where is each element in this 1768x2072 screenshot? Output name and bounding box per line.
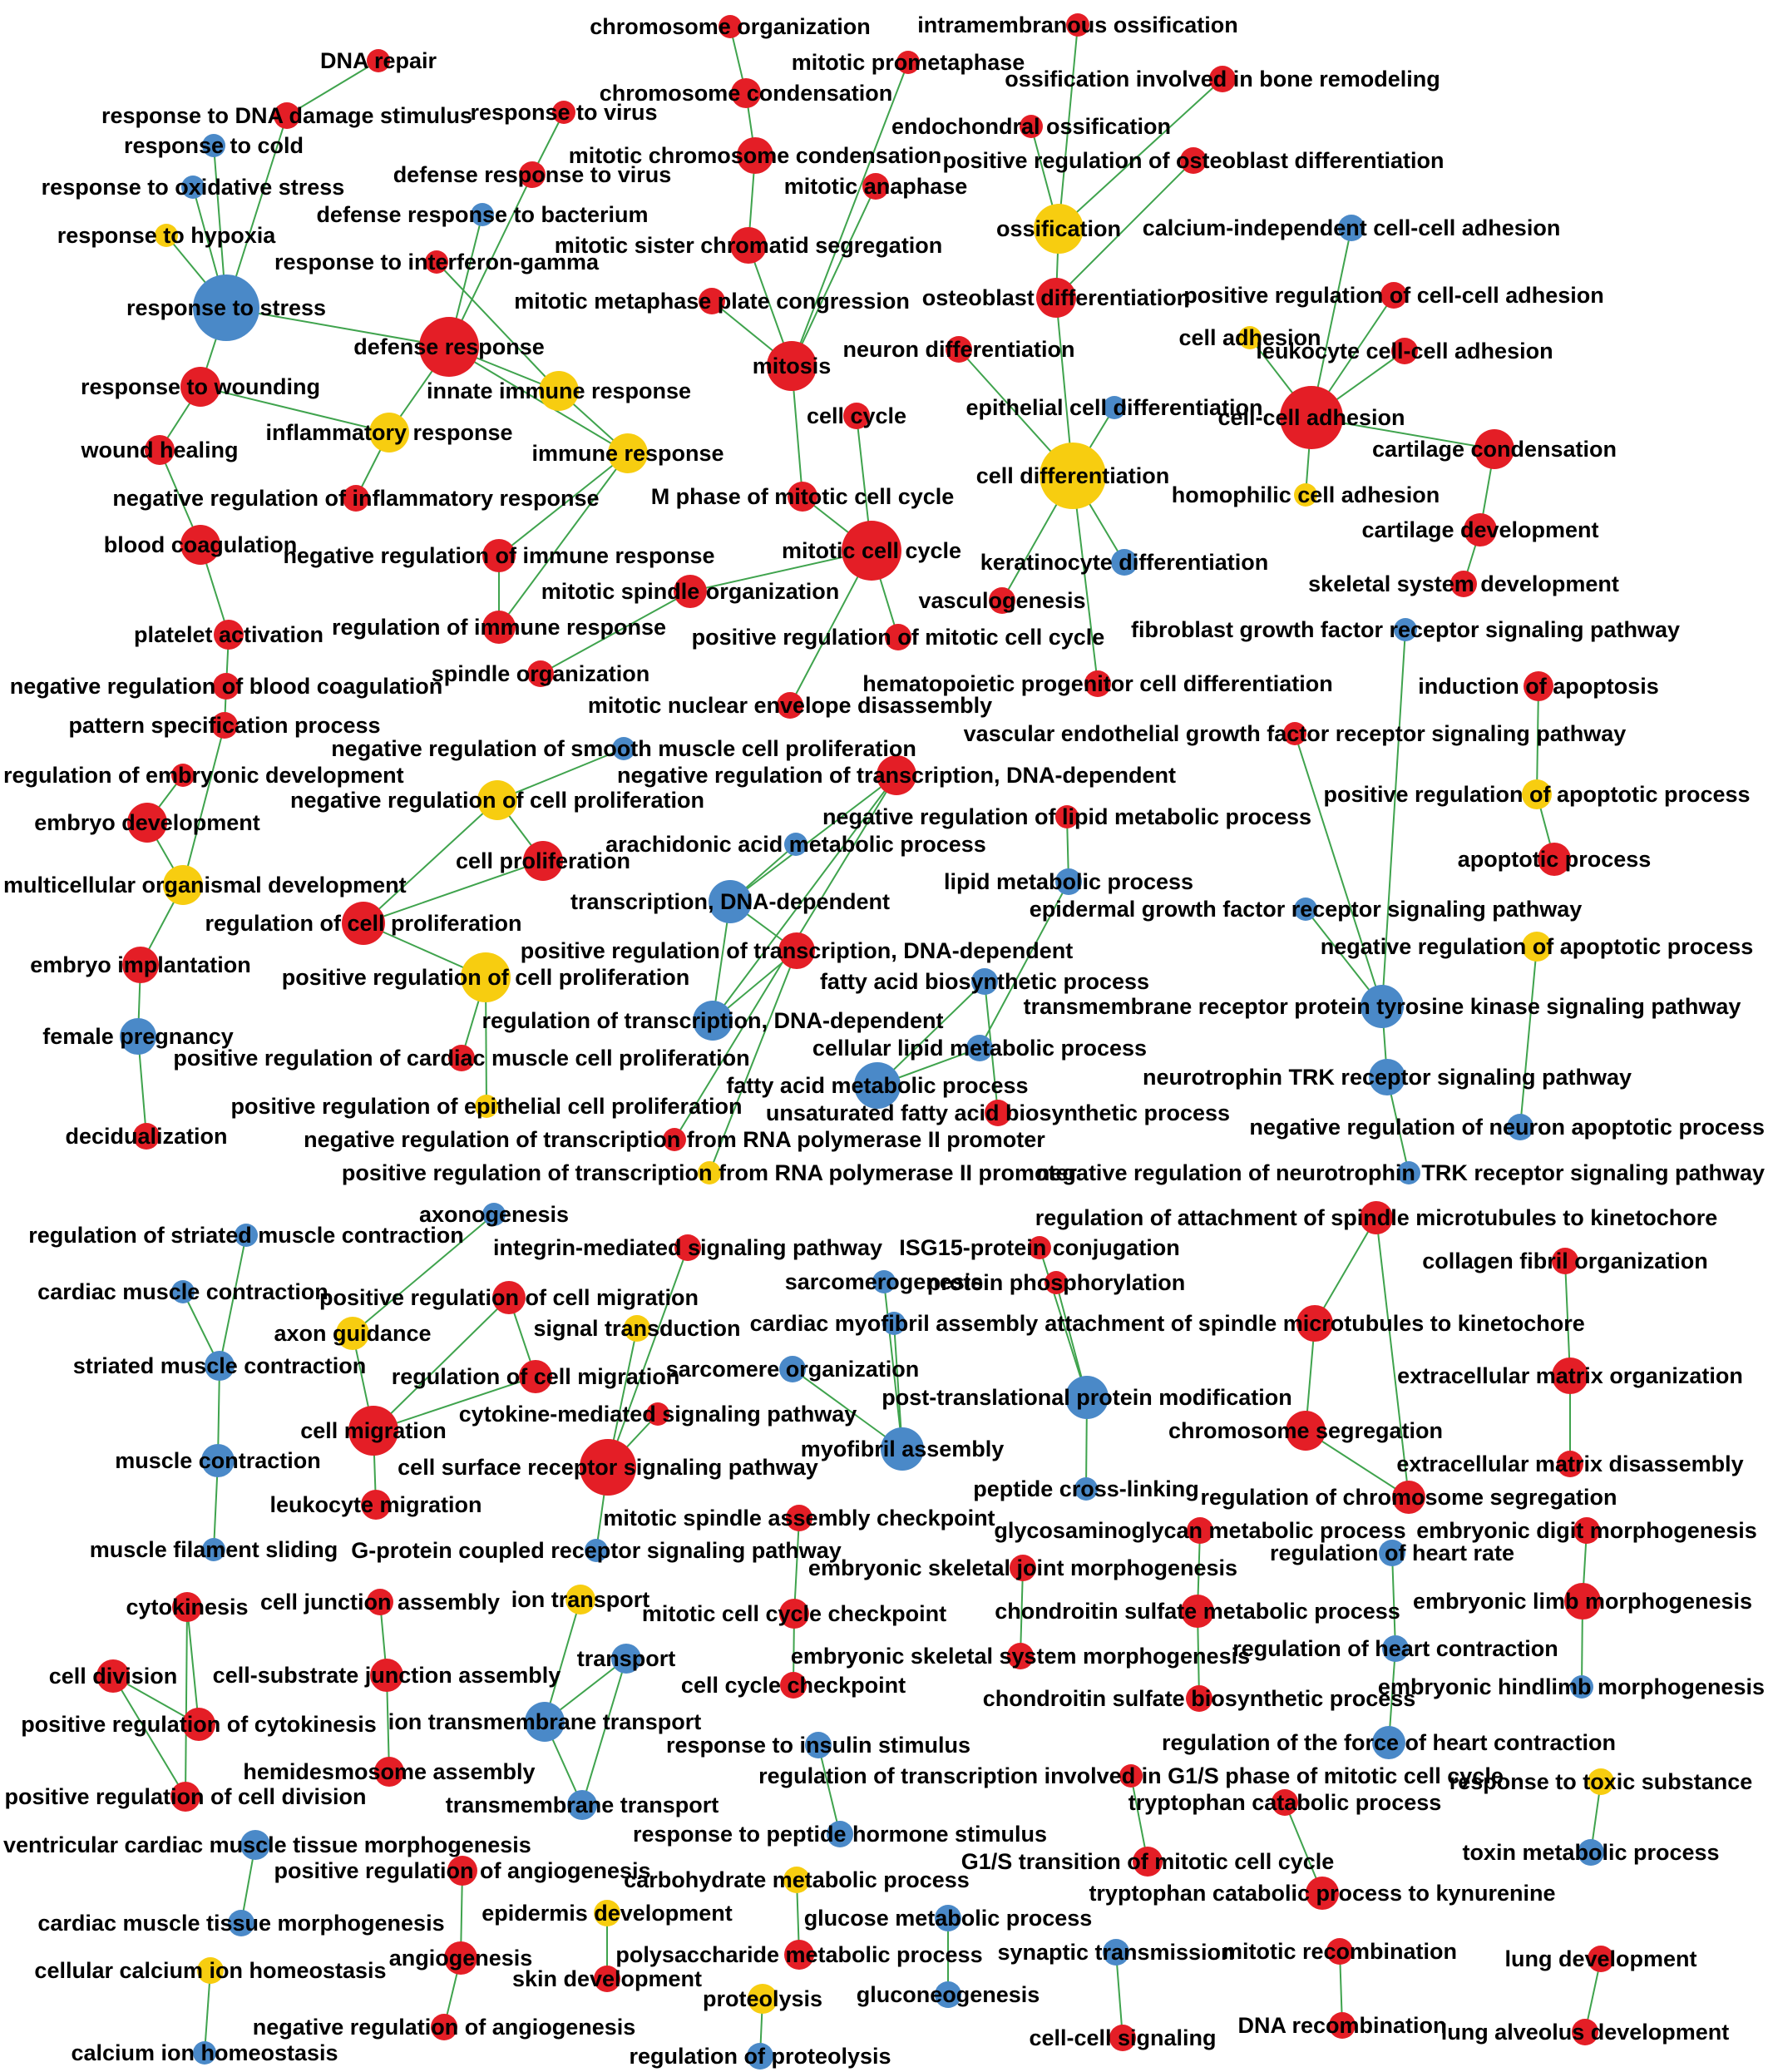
node-label-lung-dev: lung development xyxy=(1504,1946,1697,1971)
node-label-peptide-crosslink: peptide cross-linking xyxy=(973,1476,1199,1501)
node-label-arachidonic: arachidonic acid metabolic process xyxy=(605,832,986,857)
node-label-cc-adhesion: cell-cell adhesion xyxy=(1217,405,1405,430)
node-label-defense-response: defense response xyxy=(353,334,545,359)
node-label-emb-limb: embryonic limb morphogenesis xyxy=(1412,1589,1753,1614)
node-label-skin-dev: skin development xyxy=(511,1966,703,1991)
node-label-chondroitin-met: chondroitin sulfate metabolic process xyxy=(995,1599,1400,1624)
node-label-muscle-filament: muscle filament sliding xyxy=(89,1537,338,1562)
edge-reg_attach_spindle-to-attach_spindle xyxy=(1315,1218,1376,1323)
node-label-glucose-met: glucose metabolic process xyxy=(803,1906,1093,1931)
node-label-cartilage-cond: cartilage condensation xyxy=(1371,437,1617,462)
node-label-reg-cell-prolif: regulation of cell proliferation xyxy=(205,911,522,936)
node-label-pos-reg-cc-adhesion: positive regulation of cell-cell adhesion xyxy=(1183,283,1604,308)
node-label-signal-transduction: signal transduction xyxy=(533,1316,741,1341)
node-label-angiogenesis: angiogenesis xyxy=(388,1946,533,1971)
node-label-neg-reg-immune: negative regulation of immune response xyxy=(283,543,715,568)
node-label-resp-oxidative: response to oxidative stress xyxy=(41,175,345,200)
node-label-neg-reg-neuron-apop: negative regulation of neuron apoptotic process xyxy=(1249,1115,1765,1140)
node-label-vasculogenesis: vasculogenesis xyxy=(918,588,1086,613)
node-label-ventricular-cardiac: ventricular cardiac muscle tissue morphogenesis xyxy=(3,1832,531,1857)
node-label-reg-attach-spindle: regulation of attachment of spindle microtubules to kinetochore xyxy=(1035,1205,1718,1230)
edge-pattern_spec-to-multicellular_dev xyxy=(183,725,225,885)
node-label-resp-peptide: response to peptide hormone stimulus xyxy=(632,1822,1048,1847)
node-label-mitotic-spindle-org: mitotic spindle organization xyxy=(541,579,840,604)
node-label-proteolysis: proteolysis xyxy=(702,1986,823,2011)
node-label-axonogenesis: axonogenesis xyxy=(418,1202,570,1227)
node-label-neuron-diff: neuron differentiation xyxy=(842,337,1075,362)
node-label-transport: transport xyxy=(576,1646,676,1671)
node-label-g1s-transition: G1/S transition of mitotic cell cycle xyxy=(961,1849,1335,1874)
node-label-chrom-org: chromosome organization xyxy=(590,14,871,39)
node-label-protein-phos: protein phosphorylation xyxy=(926,1270,1186,1295)
node-label-cell-migration: cell migration xyxy=(300,1418,447,1443)
node-label-post-trans-mod: post-translational protein modification xyxy=(882,1385,1292,1410)
node-label-mitotic-recomb: mitotic recombination xyxy=(1222,1939,1458,1964)
node-label-pos-reg-rnapol: positive regulation of transcription from RNA polymerase II promoter xyxy=(341,1160,1078,1185)
node-label-isg15: ISG15-protein conjugation xyxy=(899,1235,1180,1260)
node-label-reg-embryonic-dev: regulation of embryonic development xyxy=(3,763,404,788)
node-label-neg-reg-lipid: negative regulation of lipid metabolic process xyxy=(822,804,1312,829)
node-label-fatty-acid-met: fatty acid metabolic process xyxy=(726,1073,1029,1098)
node-label-cell-substrate: cell-substrate junction assembly xyxy=(212,1663,561,1688)
node-label-endochondral-oss: endochondral ossification xyxy=(891,114,1172,139)
node-label-attach-spindle: attachment of spindle microtubules to kinetochore xyxy=(1045,1311,1585,1336)
node-label-mitotic-cc-checkpoint: mitotic cell cycle checkpoint xyxy=(641,1601,947,1626)
node-label-carbohydrate-met: carbohydrate metabolic process xyxy=(624,1867,970,1892)
node-label-hemidesmosome: hemidesmosome assembly xyxy=(243,1759,536,1784)
node-label-mitotic-chrom-cond: mitotic chromosome condensation xyxy=(568,143,942,168)
node-label-inflammatory: inflammatory response xyxy=(265,420,513,445)
node-label-pos-reg-apoptotic: positive regulation of apoptotic process xyxy=(1323,782,1751,807)
node-label-pos-reg-mitotic-cc: positive regulation of mitotic cell cycle xyxy=(691,625,1105,650)
node-label-cell-junction: cell junction assembly xyxy=(259,1590,501,1615)
node-label-axon-guidance: axon guidance xyxy=(274,1321,432,1346)
node-label-reg-transcription: regulation of transcription, DNA-dependent xyxy=(482,1008,944,1033)
node-label-resp-ifng: response to interferon-gamma xyxy=(274,250,600,274)
edge-neg_reg_apoptotic-to-neg_reg_neuron_apop xyxy=(1520,947,1537,1127)
node-label-neg-reg-apoptotic: negative regulation of apoptotic process xyxy=(1320,934,1754,959)
node-label-def-resp-virus: defense response to virus xyxy=(393,162,672,187)
node-label-epidermis-dev: epidermis development xyxy=(482,1901,733,1926)
node-label-epithelial-diff: epithelial cell differentiation xyxy=(965,395,1263,420)
node-label-cytokinesis: cytokinesis xyxy=(126,1595,249,1620)
node-label-reg-migration: regulation of cell migration xyxy=(391,1364,680,1389)
node-label-embryo-implant: embryo implantation xyxy=(30,952,251,977)
node-label-neg-reg-angiogenesis: negative regulation of angiogenesis xyxy=(252,2015,636,2040)
node-label-muscle-contraction: muscle contraction xyxy=(115,1448,321,1473)
node-label-reg-force-heart: regulation of the force of heart contraction xyxy=(1161,1730,1617,1755)
node-label-mitotic-cell-cycle: mitotic cell cycle xyxy=(781,538,962,563)
node-label-resp-insulin: response to insulin stimulus xyxy=(665,1733,971,1758)
node-label-induction-apoptosis: induction of apoptosis xyxy=(1418,674,1659,699)
node-label-gluconeogenesis: gluconeogenesis xyxy=(856,1982,1040,2007)
node-label-ion-transport: ion transport xyxy=(511,1587,650,1612)
node-label-pos-reg-cell-prolif: positive regulation of cell proliferation xyxy=(281,965,690,990)
node-label-trk-pathway: neurotrophin TRK receptor signaling pathway xyxy=(1142,1065,1632,1090)
node-label-ca-indep-adhesion: calcium-independent cell-cell adhesion xyxy=(1142,215,1561,240)
node-label-rtk-pathway: transmembrane receptor protein tyrosine kinase signaling pathway xyxy=(1023,994,1741,1019)
node-label-emb-skeletal-joint: embryonic skeletal joint morphogenesis xyxy=(807,1555,1238,1580)
node-label-fatty-acid-bio: fatty acid biosynthetic process xyxy=(819,969,1150,994)
node-label-spindle-org: spindle organization xyxy=(431,661,650,686)
node-label-skeletal-dev: skeletal system development xyxy=(1308,571,1619,596)
node-label-cell-diff: cell differentiation xyxy=(975,463,1170,488)
node-label-innate-immune: innate immune response xyxy=(426,378,692,403)
edge-vegfr_pathway-to-rtk_pathway xyxy=(1295,734,1382,1006)
node-label-cell-cycle: cell cycle xyxy=(806,403,907,428)
node-label-calcium-homeostasis: calcium ion homeostasis xyxy=(71,2040,338,2065)
edge-cytokinesis-to-pos_reg_cytokinesis xyxy=(187,1607,199,1724)
node-label-integrin-pathway: integrin-mediated signaling pathway xyxy=(492,1235,883,1260)
node-label-mitotic-prometaphase: mitotic prometaphase xyxy=(791,50,1025,75)
node-label-neg-reg-cell-prolif: negative regulation of cell proliferation xyxy=(289,788,705,813)
node-label-tryptophan-kyn: tryptophan catabolic process to kynurenine xyxy=(1089,1881,1556,1906)
node-label-resp-cold: response to cold xyxy=(123,133,304,158)
node-label-reg-immune: regulation of immune response xyxy=(331,615,667,640)
node-label-mitotic-nuclear-env: mitotic nuclear envelope disassembly xyxy=(587,693,993,718)
node-label-blood-coag: blood coagulation xyxy=(103,532,298,557)
node-label-emb-hindlimb: embryonic hindlimb morphogenesis xyxy=(1377,1674,1765,1699)
node-label-lipid-metabolic: lipid metabolic process xyxy=(943,869,1194,894)
node-label-cellular-calcium: cellular calcium ion homeostasis xyxy=(34,1958,387,1983)
node-label-neg-reg-trk: negative regulation of neurotrophin TRK receptor signaling pathway xyxy=(1035,1160,1765,1185)
node-label-mitosis: mitosis xyxy=(752,354,832,378)
node-label-cardiac-tissue: cardiac muscle tissue morphogenesis xyxy=(37,1911,445,1936)
node-label-def-resp-bacterium: defense response to bacterium xyxy=(316,202,649,227)
node-label-hematopoietic: hematopoietic progenitor cell differentiation xyxy=(862,671,1333,696)
node-label-emb-digit: embryonic digit morphogenesis xyxy=(1416,1518,1757,1543)
node-label-mitotic-spindle-checkpoint: mitotic spindle assembly checkpoint xyxy=(603,1506,995,1531)
node-label-tryptophan-cat: tryptophan catabolic process xyxy=(1128,1790,1442,1815)
node-label-pos-reg-osteoblast: positive regulation of osteoblast differentiation xyxy=(942,148,1445,173)
node-label-myofibril-assembly: myofibril assembly xyxy=(800,1437,1005,1461)
node-label-cardiac-contraction: cardiac muscle contraction xyxy=(37,1279,328,1304)
node-label-egfr-pathway: epidermal growth factor receptor signaling pathway xyxy=(1029,897,1583,922)
node-label-osteoblast-diff: osteoblast differentiation xyxy=(921,285,1191,310)
node-label-platelet-act: platelet activation xyxy=(133,622,324,647)
node-label-toxin-met: toxin metabolic process xyxy=(1462,1840,1720,1865)
node-label-emb-skeletal-system: embryonic skeletal system morphogenesis xyxy=(790,1644,1251,1669)
node-label-collagen-fibril: collagen fibril organization xyxy=(1422,1249,1708,1273)
node-label-pos-reg-transcription: positive regulation of transcription, DNA-dependent xyxy=(520,938,1074,963)
node-label-reg-transcription-g1s: regulation of transcription involved in G1/S phase of mitotic cell cycle xyxy=(758,1763,1504,1788)
node-label-resp-dna-damage: response to DNA damage stimulus xyxy=(101,103,473,128)
node-label-unsat-fatty-acid: unsaturated fatty acid biosynthetic process xyxy=(765,1100,1231,1125)
node-label-mitotic-anaphase: mitotic anaphase xyxy=(783,174,968,199)
node-label-pos-reg-cytokinesis: positive regulation of cytokinesis xyxy=(21,1712,377,1737)
node-label-pos-reg-cell-division: positive regulation of cell division xyxy=(4,1784,367,1809)
edge-mitotic_prometaphase-to-mitosis xyxy=(792,62,908,366)
node-label-sarcomere-org: sarcomere organization xyxy=(665,1357,920,1382)
node-label-neg-reg-rnapol: negative regulation of transcription from RNA polymerase II promoter xyxy=(304,1127,1045,1152)
node-label-reg-proteolysis: regulation of proteolysis xyxy=(629,2044,891,2069)
node-label-wound-healing: wound healing xyxy=(81,438,239,462)
node-label-resp-wounding: response to wounding xyxy=(81,374,320,399)
node-label-pos-reg-cardiac-prolif: positive regulation of cardiac muscle cell proliferation xyxy=(173,1046,750,1071)
node-label-cell-adhesion: cell adhesion xyxy=(1178,325,1321,350)
node-label-cell-division: cell division xyxy=(48,1664,178,1689)
node-label-reg-heart-contraction: regulation of heart contraction xyxy=(1232,1636,1558,1661)
node-label-cell-cell-signaling: cell-cell signaling xyxy=(1029,2025,1217,2050)
node-label-chondroitin-bio: chondroitin sulfate biosynthetic process xyxy=(982,1686,1416,1711)
node-label-dna-repair: DNA repair xyxy=(319,48,437,73)
node-label-pos-reg-epi-prolif: positive regulation of epithelial cell proliferation xyxy=(230,1094,743,1119)
node-label-neg-reg-smooth: negative regulation of smooth muscle cell proliferation xyxy=(331,736,916,761)
node-label-keratinocyte-diff: keratinocyte differentiation xyxy=(980,550,1269,575)
node-label-reg-chrom-segregation: regulation of chromosome segregation xyxy=(1200,1485,1617,1510)
node-label-transmembrane-transport: transmembrane transport xyxy=(445,1793,719,1817)
node-label-chrom-condensation: chromosome condensation xyxy=(599,81,893,106)
node-label-pattern-spec: pattern specification process xyxy=(68,713,381,738)
node-label-resp-toxic: response to toxic substance xyxy=(1449,1769,1753,1794)
node-label-cytokine-pathway: cytokine-mediated signaling pathway xyxy=(458,1402,857,1427)
node-label-ion-transmembrane: ion transmembrane transport xyxy=(388,1709,702,1734)
node-label-dna-recomb: DNA recombination xyxy=(1237,2013,1447,2038)
node-label-striated-contraction: striated muscle contraction xyxy=(72,1353,367,1378)
node-label-cc-checkpoint: cell cycle checkpoint xyxy=(680,1673,906,1698)
label-layer xyxy=(3,12,1765,2069)
node-label-m-phase: M phase of mitotic cell cycle xyxy=(650,484,955,509)
node-label-fgfr-pathway: fibroblast growth factor receptor signaling pathway xyxy=(1130,617,1681,642)
node-label-lung-alveolus: lung alveolus development xyxy=(1440,2020,1730,2045)
node-label-mitotic-sister: mitotic sister chromatid segregation xyxy=(554,233,943,258)
node-label-resp-virus: response to virus xyxy=(470,100,658,125)
node-label-chrom-segregation: chromosome segregation xyxy=(1168,1418,1444,1443)
node-label-homophilic: homophilic cell adhesion xyxy=(1171,482,1440,507)
node-label-synaptic: synaptic transmission xyxy=(997,1940,1235,1965)
node-label-neg-reg-transcription: negative regulation of transcription, DNA-dependent xyxy=(616,763,1177,788)
node-label-cell-surface-receptor: cell surface receptor signaling pathway xyxy=(398,1455,818,1480)
node-label-cardiac-myofibril: cardiac myofibril assembly xyxy=(749,1311,1039,1336)
node-label-ecm-org: extracellular matrix organization xyxy=(1397,1363,1743,1388)
node-label-embryo-dev: embryo development xyxy=(34,810,260,835)
node-label-ecm-disassembly: extracellular matrix disassembly xyxy=(1396,1451,1744,1476)
node-label-gpcr-pathway: G-protein coupled receptor signaling pathway xyxy=(351,1538,842,1563)
node-label-intramembranous-oss: intramembranous ossification xyxy=(917,12,1238,37)
node-label-neg-reg-blood-coag: negative regulation of blood coagulation xyxy=(9,674,443,699)
node-label-multicellular-dev: multicellular organismal development xyxy=(3,873,407,898)
node-label-pos-reg-migration: positive regulation of cell migration xyxy=(319,1285,699,1310)
node-label-female-pregnancy: female pregnancy xyxy=(42,1024,234,1049)
edge-resp_insulin-to-resp_peptide xyxy=(818,1745,840,1834)
node-label-apoptotic-process: apoptotic process xyxy=(1457,847,1652,872)
node-label-mitotic-metaphase: mitotic metaphase plate congression xyxy=(514,289,910,314)
node-label-transcription: transcription, DNA-dependent xyxy=(570,889,891,914)
node-label-immune-response: immune response xyxy=(531,441,724,466)
edge-cytokinesis-to-pos_reg_cell_division xyxy=(185,1607,187,1797)
node-label-pos-reg-angiogenesis: positive regulation of angiogenesis xyxy=(274,1858,651,1883)
node-label-resp-hypoxia: response to hypoxia xyxy=(57,223,276,248)
node-label-sarcomerogenesis: sarcomerogenesis xyxy=(784,1269,984,1294)
node-label-decidualization: decidualization xyxy=(65,1124,228,1149)
node-label-leukocyte-migration: leukocyte migration xyxy=(269,1492,482,1517)
node-label-reg-striated: regulation of striated muscle contraction xyxy=(28,1223,464,1248)
node-label-ossification: ossification xyxy=(995,216,1122,241)
node-label-vegfr-pathway: vascular endothelial growth factor receptor signaling pathway xyxy=(963,721,1627,746)
node-label-glycosaminoglycan: glycosaminoglycan metabolic process xyxy=(994,1518,1406,1543)
node-label-polysaccharide: polysaccharide metabolic process xyxy=(615,1942,983,1967)
node-label-resp-stress: response to stress xyxy=(126,295,327,320)
node-label-cell-prolif: cell proliferation xyxy=(455,848,631,873)
node-label-cartilage-dev: cartilage development xyxy=(1361,517,1599,542)
node-label-cellular-lipid: cellular lipid metabolic process xyxy=(812,1036,1148,1061)
node-label-reg-heart-rate: regulation of heart rate xyxy=(1269,1540,1515,1565)
node-label-leukocyte-cc-adhesion: leukocyte cell-cell adhesion xyxy=(1256,339,1553,363)
node-label-oss-bone-remodeling: ossification involved in bone remodeling xyxy=(1005,67,1440,91)
node-label-neg-reg-inflam: negative regulation of inflammatory response xyxy=(112,486,600,511)
